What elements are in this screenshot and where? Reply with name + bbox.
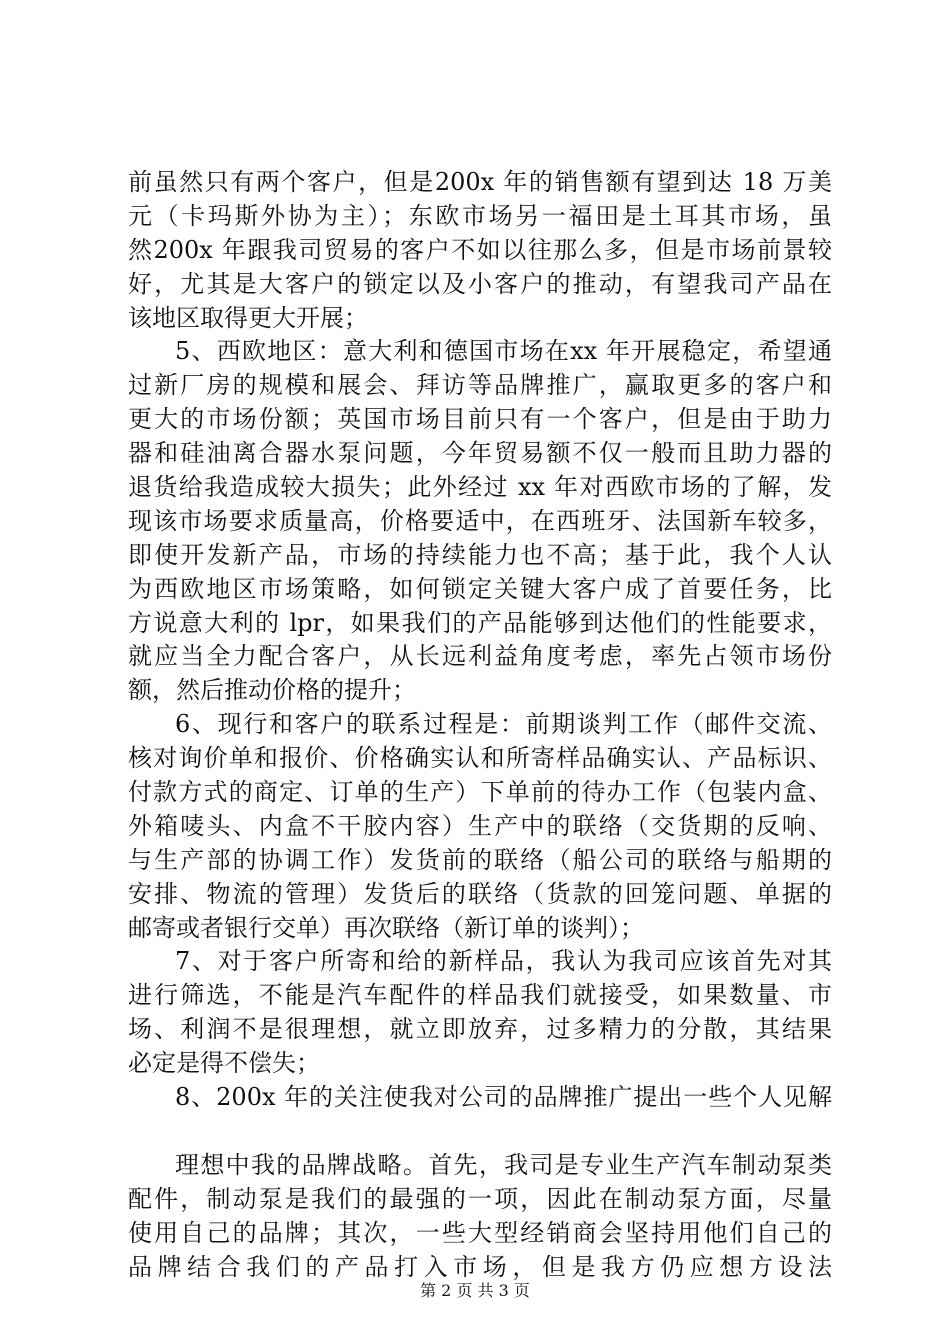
text-line: 即使开发新产品，市场的持续能力也不高；基于此，我个人认	[128, 540, 832, 569]
text-line: 就应当全力配合客户，从长远利益角度考虑，率先占领市场份	[128, 642, 832, 671]
text-line: 场、利润不是很理想，就立即放弃，过多精力的分散，其结果	[128, 1015, 832, 1044]
text-line: 5、西欧地区：意大利和德国市场在xx 年开展稳定，希望通	[175, 337, 832, 366]
text-line: 使用自己的品牌；其次，一些大型经销商会坚持用他们自己的	[128, 1218, 832, 1247]
text-line: 元（卡玛斯外协为主）；东欧市场另一福田是土耳其市场，虽	[128, 201, 832, 230]
text-line: 现该市场要求质量高，价格要适中，在西班牙、法国新车较多，	[128, 506, 832, 535]
text-line: 额，然后推动价格的提升；	[128, 676, 416, 705]
text-line: 退货给我造成较大损失；此外经过 xx 年对西欧市场的了解，发	[128, 473, 832, 502]
text-line: 付款方式的商定、订单的生产）下单前的待办工作（包装内盒、	[128, 778, 832, 807]
text-line: 邮寄或者银行交单）再次联络（新订单的谈判）；	[128, 913, 644, 942]
paragraph-gap	[128, 1115, 832, 1149]
text-line: 核对询价单和报价、价格确实认和所寄样品确实认、产品标识、	[128, 744, 832, 773]
text-line: 前虽然只有两个客户，但是200x 年的销售额有望到达 18 万美	[128, 168, 832, 196]
page-footer: 第 2 页 共 3 页	[420, 1281, 530, 1300]
text-line: 然200x 年跟我司贸易的客户不如以往那么多，但是市场前景较	[128, 235, 832, 264]
paragraphs-block	[128, 166, 832, 1115]
text-line: 好，尤其是大客户的锁定以及小客户的推动，有望我司产品在	[128, 269, 832, 298]
text-line: 为西欧地区市场策略，如何锁定关键大客户成了首要任务，比	[128, 574, 832, 603]
paragraphs-block-2	[128, 1149, 832, 1285]
text-line: 过新厂房的规模和展会、拜访等品牌推广，赢取更多的客户和	[128, 371, 832, 400]
text-line: 8、200x 年的关注使我对公司的品牌推广提出一些个人见解	[175, 1083, 832, 1112]
document-body	[128, 166, 832, 1284]
text-line: 6、现行和客户的联系过程是：前期谈判工作（邮件交流、	[175, 710, 832, 739]
text-line: 品牌结合我们的产品打入市场，但是我方仍应想方设法	[128, 1252, 832, 1281]
text-line: 配件，制动泵是我们的最强的一项，因此在制动泵方面，尽量	[128, 1184, 832, 1213]
text-line: 该地区取得更大开展；	[128, 303, 368, 332]
text-line: 进行筛选，不能是汽车配件的样品我们就接受，如果数量、市	[128, 981, 832, 1010]
text-line: 必定是得不偿失；	[128, 1049, 320, 1078]
text-line: 器和硅油离合器水泵问题，今年贸易额不仅一般而且助力器的	[128, 439, 832, 468]
text-line: 理想中我的品牌战略。首先，我司是专业生产汽车制动泵类	[175, 1150, 832, 1179]
text-line: 安排、物流的管理）发货后的联络（货款的回笼问题、单据的	[128, 879, 832, 908]
text-line: 方说意大利的 lpr，如果我们的产品能够到达他们的性能要求，	[128, 608, 832, 637]
text-line: 7、对于客户所寄和给的新样品，我认为我司应该首先对其	[175, 947, 832, 976]
text-line: 更大的市场份额；英国市场目前只有一个客户，但是由于助力	[128, 405, 832, 434]
text-line: 与生产部的协调工作）发货前的联络（船公司的联络与船期的	[128, 845, 832, 874]
text-line: 外箱唛头、内盒不干胶内容）生产中的联络（交货期的反响、	[128, 811, 832, 840]
